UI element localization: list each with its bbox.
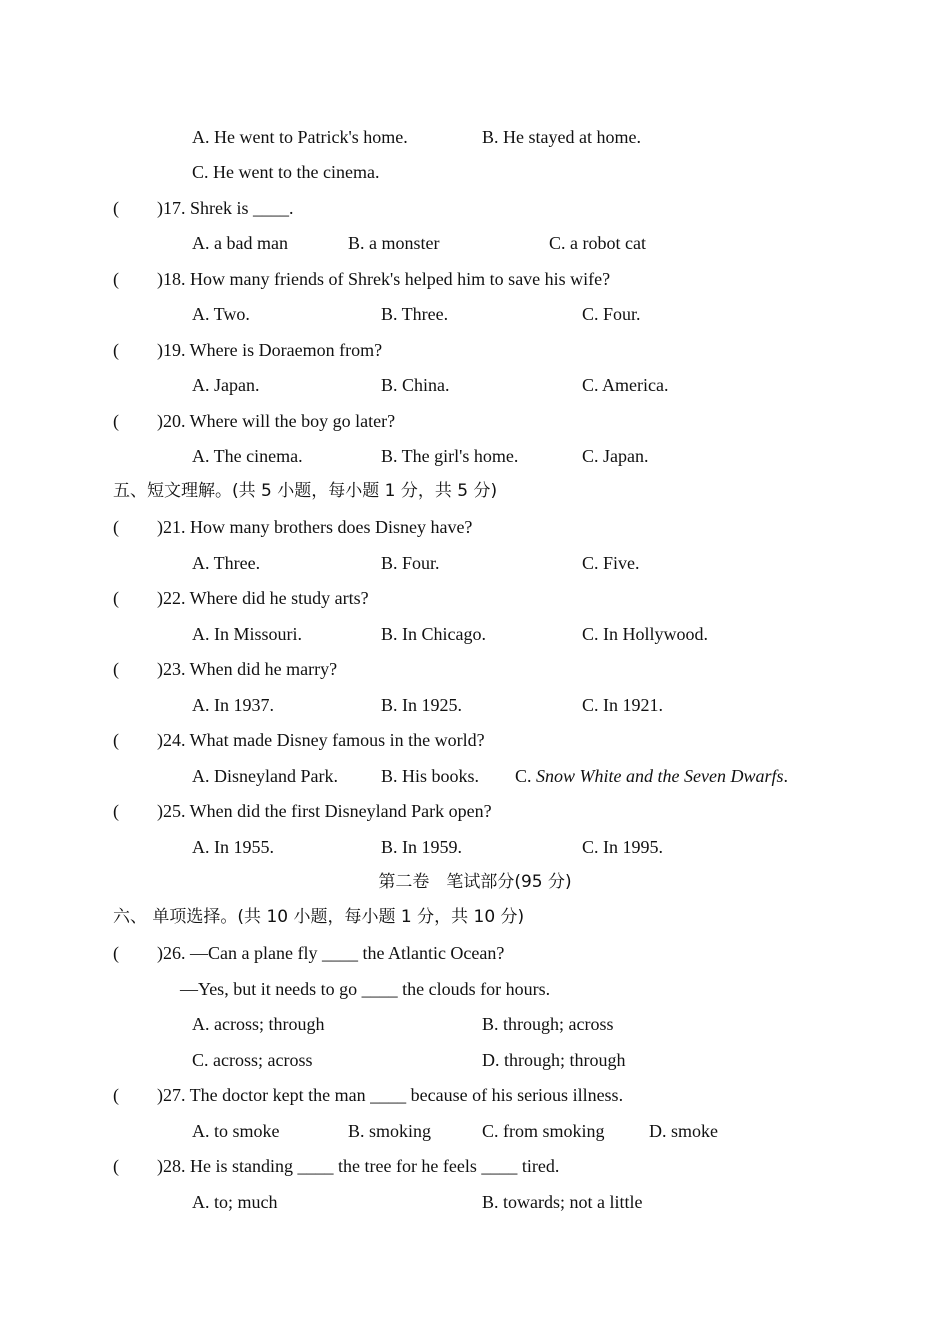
q21-answer-paren: ( xyxy=(113,517,119,537)
q17-stem: )17. Shrek is ____. xyxy=(157,198,294,218)
q23-option-b: B. In 1925. xyxy=(381,695,462,715)
q24-option-b: B. His books. xyxy=(381,766,480,786)
q18-option-c: C. Four. xyxy=(582,304,641,324)
q25-option-a: A. In 1955. xyxy=(192,837,274,857)
q20-option-b: B. The girl's home. xyxy=(381,446,519,466)
q24-option-c-prefix: C. xyxy=(515,766,537,786)
q25-option-c: C. In 1995. xyxy=(582,837,663,857)
q23-answer-paren: ( xyxy=(113,659,119,679)
q24-option-c-suffix: . xyxy=(783,766,788,786)
q28-option-a: A. to; much xyxy=(192,1192,278,1212)
q22-option-a: A. In Missouri. xyxy=(192,624,303,644)
q17-option-c: C. a robot cat xyxy=(549,233,646,253)
q23-option-a: A. In 1937. xyxy=(192,695,274,715)
q18-option-b: B. Three. xyxy=(381,304,449,324)
q26-option-b: B. through; across xyxy=(482,1014,614,1034)
q17-answer-paren: ( xyxy=(113,198,119,218)
q20-stem: )20. Where will the boy go later? xyxy=(157,411,396,431)
q27-option-d: D. smoke xyxy=(649,1121,718,1141)
q18-stem: )18. How many friends of Shrek's helped him to save his wife? xyxy=(157,269,611,289)
q19-answer-paren: ( xyxy=(113,340,119,360)
q16-option-a: A. He went to Patrick's home. xyxy=(192,127,408,147)
q25-option-b: B. In 1959. xyxy=(381,837,462,857)
q27-option-b: B. smoking xyxy=(348,1121,432,1141)
q17-option-b: B. a monster xyxy=(348,233,440,253)
q26-reply: —Yes, but it needs to go ____ the clouds for hours. xyxy=(180,979,551,999)
q28-answer-paren: ( xyxy=(113,1156,119,1176)
q24-option-c-title: Snow White and the Seven Dwarfs xyxy=(536,766,784,786)
q19-option-c: C. America. xyxy=(582,375,669,395)
q21-stem: )21. How many brothers does Disney have? xyxy=(157,517,473,537)
q22-stem: )22. Where did he study arts? xyxy=(157,588,369,608)
q18-option-a: A. Two. xyxy=(192,304,250,324)
q26-option-c: C. across; across xyxy=(192,1050,313,1070)
q24-option-c xyxy=(515,765,788,787)
q21-option-b: B. Four. xyxy=(381,553,440,573)
q18-answer-paren: ( xyxy=(113,269,119,289)
q17-option-a: A. a bad man xyxy=(192,233,288,253)
q26-option-d: D. through; through xyxy=(482,1050,626,1070)
q20-option-c: C. Japan. xyxy=(582,446,649,466)
section5-heading: 五、短文理解。(共 5 小题，每小题 1 分，共 5 分) xyxy=(113,481,498,501)
part2-heading: 第二卷 笔试部分(95 分) xyxy=(378,872,572,892)
q24-option-a: A. Disneyland Park. xyxy=(192,766,338,786)
q23-stem: )23. When did he marry? xyxy=(157,659,338,679)
q24-stem: )24. What made Disney famous in the world? xyxy=(157,730,485,750)
q28-option-b: B. towards; not a little xyxy=(482,1192,643,1212)
q20-answer-paren: ( xyxy=(113,411,119,431)
q21-option-a: A. Three. xyxy=(192,553,261,573)
q22-option-b: B. In Chicago. xyxy=(381,624,486,644)
q19-stem: )19. Where is Doraemon from? xyxy=(157,340,383,360)
q21-option-c: C. Five. xyxy=(582,553,640,573)
q16-option-b: B. He stayed at home. xyxy=(482,127,641,147)
q25-answer-paren: ( xyxy=(113,801,119,821)
q19-option-a: A. Japan. xyxy=(192,375,260,395)
q25-stem: )25. When did the first Disneyland Park open? xyxy=(157,801,492,821)
q20-option-a: A. The cinema. xyxy=(192,446,303,466)
q28-stem: )28. He is standing ____ the tree for he feels ____ tired. xyxy=(157,1156,560,1176)
q22-answer-paren: ( xyxy=(113,588,119,608)
q23-option-c: C. In 1921. xyxy=(582,695,663,715)
q27-option-a: A. to smoke xyxy=(192,1121,280,1141)
q26-stem: )26. —Can a plane fly ____ the Atlantic Ocean? xyxy=(157,943,505,963)
q16-option-c: C. He went to the cinema. xyxy=(192,162,380,182)
q26-option-a: A. across; through xyxy=(192,1014,325,1034)
q27-option-c: C. from smoking xyxy=(482,1121,605,1141)
q24-answer-paren: ( xyxy=(113,730,119,750)
q27-stem: )27. The doctor kept the man ____ because of his serious illness. xyxy=(157,1085,624,1105)
section6-heading: 六、 单项选择。(共 10 小题，每小题 1 分，共 10 分) xyxy=(113,907,525,927)
q27-answer-paren: ( xyxy=(113,1085,119,1105)
q19-option-b: B. China. xyxy=(381,375,450,395)
q26-answer-paren: ( xyxy=(113,943,119,963)
q22-option-c: C. In Hollywood. xyxy=(582,624,708,644)
